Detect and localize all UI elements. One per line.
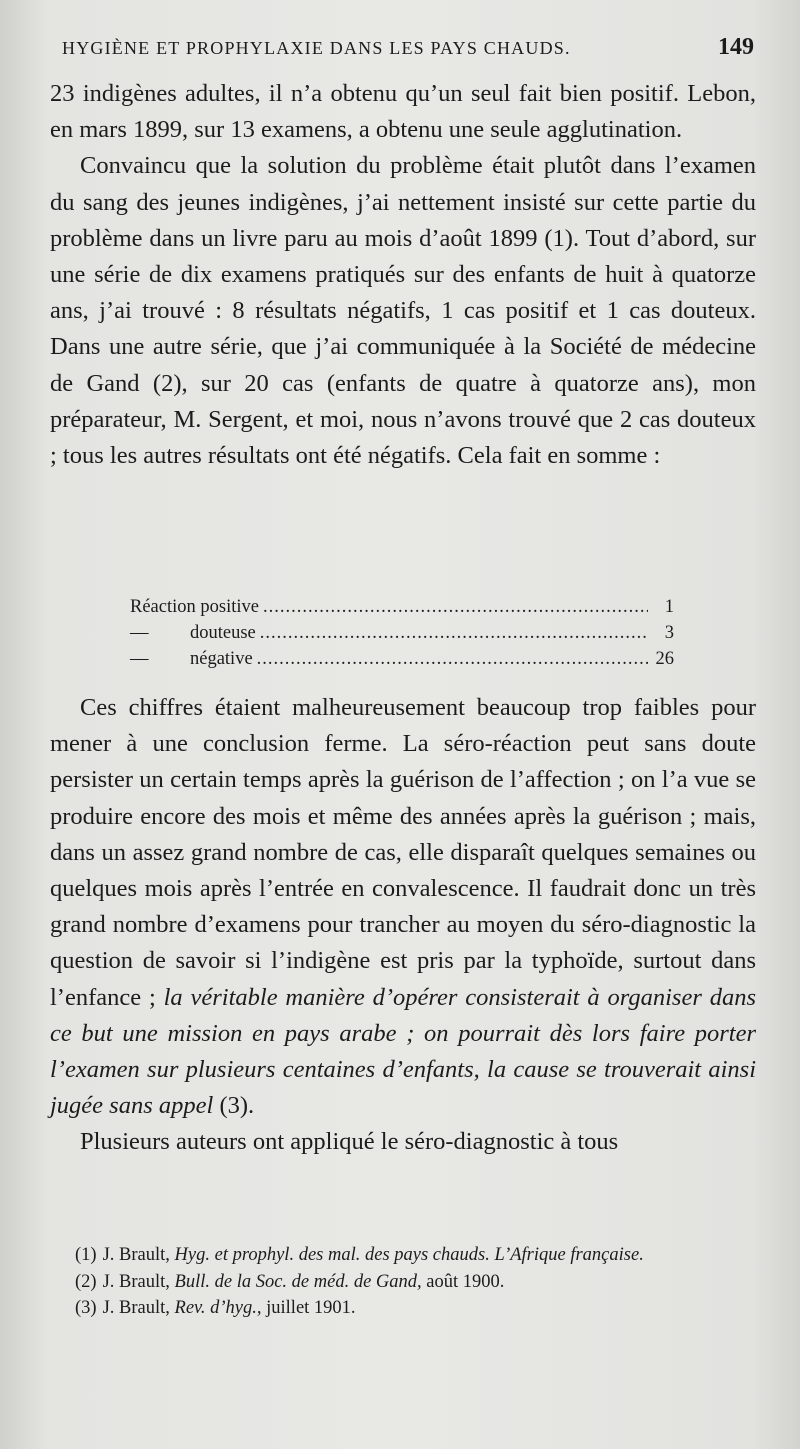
footnote-number: (3) [75, 1298, 97, 1318]
footnote-2 [75, 1269, 759, 1296]
results-label [130, 620, 256, 646]
dot-leader [257, 646, 648, 672]
paragraph-2: Convaincu que la solution du problème était plutôt dans l’examen du sang des jeunes indigènes, j’ai nettement insisté sur cette partie du problème dans un livre paru au mois d’août 1899 (1). Tout d’abord, sur une série de dix examens pratiqués sur des enfants de huit à quatorze ans, j’ai trouvé : 8 résultats négatifs, 1 cas positif et 1 cas douteux. Dans une autre série, que j’ai communiquée à la Société de médecine de Gand (2), sur 20 cas (enfants de quatre à quatorze ans), mon préparateur, M. Sergent, et moi, nous n’avons trouvé que 2 cas douteux ; tous les autres résultats ont été négatifs. Cela fait en somme : [50, 152, 756, 470]
ditto-dash: — [130, 649, 149, 669]
footnote-author: J. Brault, [102, 1271, 170, 1292]
results-value: 3 [664, 623, 674, 643]
dot-leader [260, 620, 648, 646]
footnote-date: août 1900. [426, 1271, 505, 1292]
main-text-lower [50, 690, 756, 1161]
paragraph-3-italic: la véritable manière d’opérer consisterait à organiser dans ce but une mission en pays arabe ; on pourrait dès lors faire porter l’examen sur plusieurs centaines d’enfants, la cause se trouverait ainsi jugée sans appel [50, 983, 756, 1120]
footnote-number: (1) [75, 1245, 97, 1265]
results-row-negative [130, 646, 674, 672]
results-table [130, 594, 674, 672]
footnote-title: Bull. de la Soc. de méd. de Gand, [174, 1271, 422, 1292]
paragraph-4: Plusieurs auteurs ont appliqué le séro-diagnostic à tous [80, 1128, 619, 1156]
footnote-ref: (3). [219, 1092, 255, 1120]
footnote-title: Rev. d’hyg., [174, 1298, 262, 1318]
footnotes [75, 1242, 759, 1322]
paragraph-1: 23 indigènes adultes, il n’a obtenu qu’un seul fait bien positif. Lebon, en mars 1899, sur 13 examens, a obtenu une seule agglutination. [50, 80, 756, 144]
results-label [130, 594, 259, 620]
footnote-number: (2) [75, 1271, 97, 1292]
dot-leader [263, 594, 648, 620]
paragraph-3 [50, 690, 756, 1124]
results-label-text: Réaction positive [130, 597, 259, 617]
results-value: 26 [655, 649, 674, 669]
results-row-douteuse [130, 620, 674, 646]
results-row-positive [130, 594, 674, 620]
page-header [62, 34, 754, 70]
footnote-author: J. Brault, [102, 1245, 170, 1265]
results-label [130, 646, 253, 672]
footnote-3 [75, 1295, 759, 1322]
results-label-text: douteuse [190, 623, 256, 643]
footnote-1 [75, 1242, 759, 1269]
results-value: 1 [664, 597, 674, 617]
paragraph-3-roman: Ces chiffres étaient malheureusement beaucoup trop faibles pour mener à une conclusion ferme. La séro-réaction peut sans doute persister un certain temps après la guérison de l’affection ; on l’a vue se produire encore des mois et même des années après la guérison ; mais, dans un assez grand nombre de cas, elle disparaît quelques semaines ou quelques mois après l’entrée en convalescence. Il faudrait donc un très grand nombre d’examens pour trancher au moyen du séro-diagnostic la question de savoir si l’indigène est pris par la typhoïde, surtout dans l’enfance ; [50, 694, 756, 1011]
main-text-upper [50, 76, 756, 474]
results-label-text: négative [190, 649, 253, 669]
footnote-date: juillet 1901. [266, 1298, 356, 1318]
running-head: HYGIÈNE ET PROPHYLAXIE DANS LES PAYS CHAUDS. [62, 38, 571, 58]
footnote-title: Hyg. et prophyl. des mal. des pays chauds. L’Afrique française. [174, 1245, 644, 1265]
page-number: 149 [718, 34, 754, 60]
footnote-author: J. Brault, [102, 1298, 170, 1318]
ditto-dash: — [130, 623, 149, 643]
